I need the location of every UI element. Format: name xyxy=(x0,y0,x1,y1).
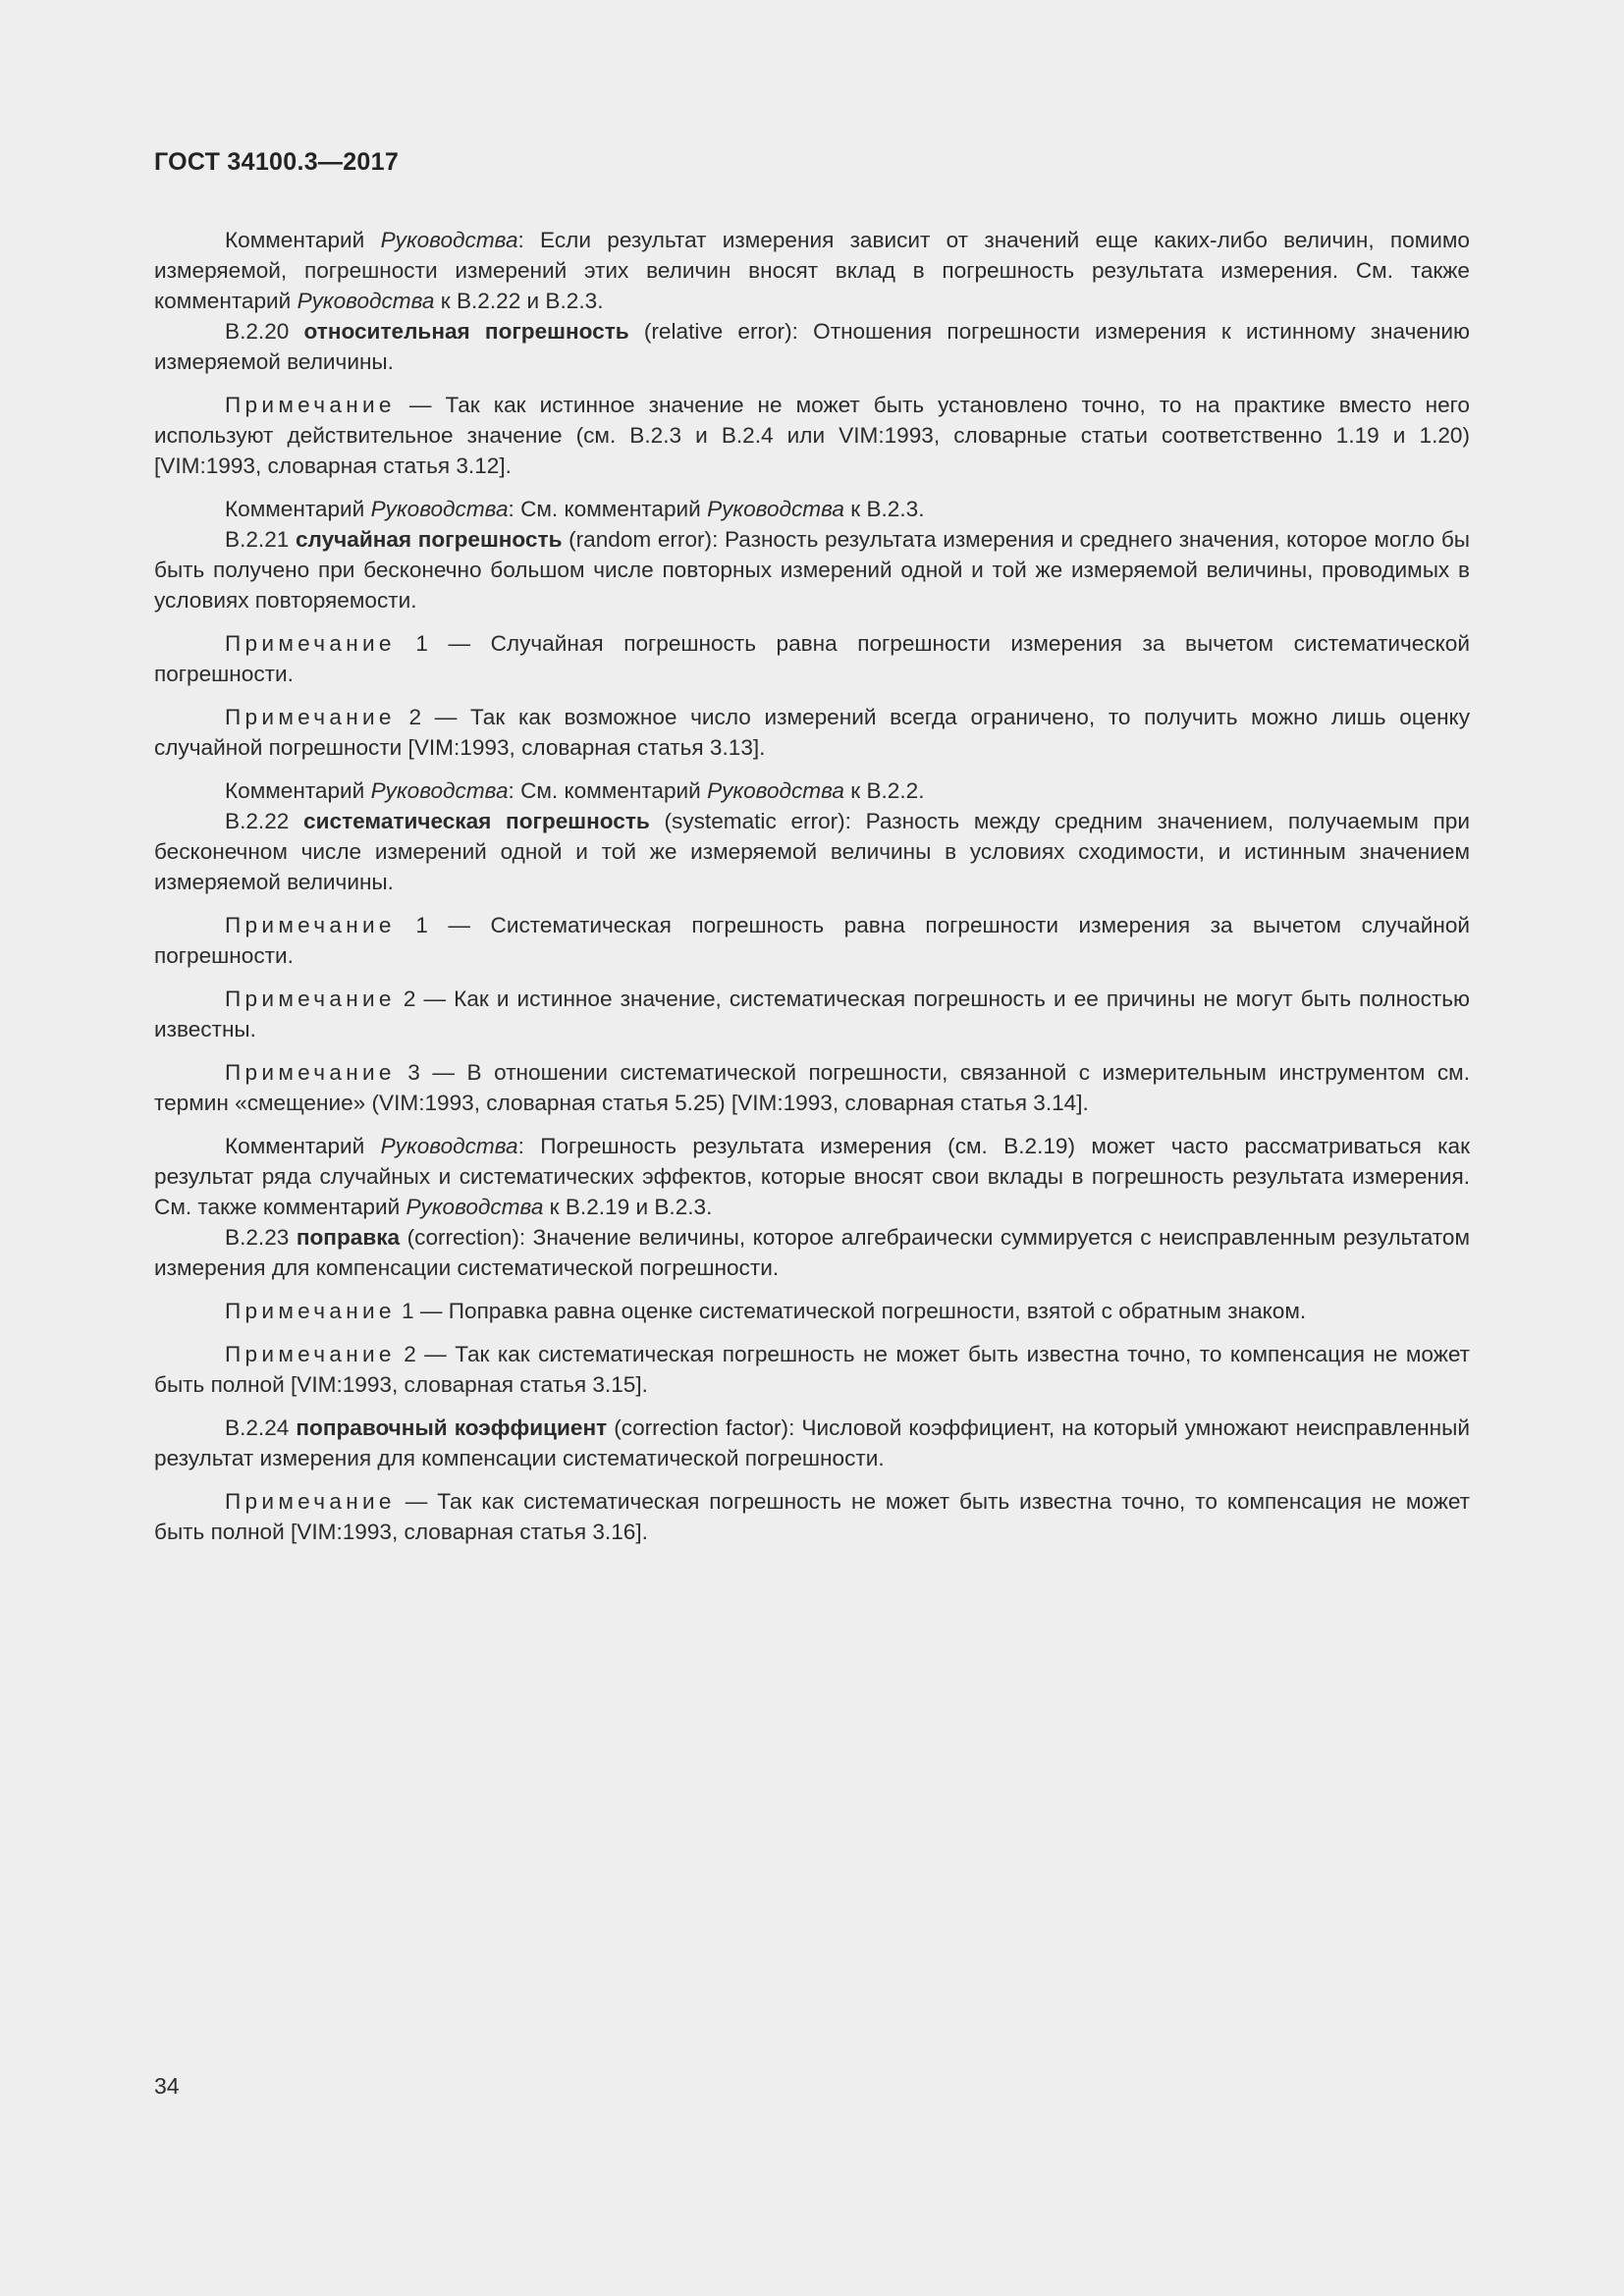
note-label: Примечание xyxy=(225,631,396,656)
text-run: Комментарий xyxy=(225,228,381,252)
text-run: В.2.24 xyxy=(225,1415,297,1440)
emphasis-italic: Руководства xyxy=(406,1195,544,1219)
paragraph-n221a xyxy=(154,628,1470,689)
text-run: Комментарий xyxy=(225,1134,381,1158)
note-label: Примечание xyxy=(225,705,396,729)
text-run: 1 — Поправка равна оценке систематической погрешности, взятой с обратным знаком. xyxy=(395,1299,1307,1323)
text-run: к В.2.3. xyxy=(844,497,925,521)
text-run: (systematic error): Разность между средним значением, получаемым при бесконечном числе измерений одной и той же измеряемой величины в условиях сходимости, и истинным значением измеряемой величины. xyxy=(154,809,1470,894)
text-run: Комментарий xyxy=(225,497,371,521)
text-run: (random error): Разность результата измерения и среднего значения, которое могло бы быть получено при бесконечно большом числе повторных измерений одной и той же измеряемой величины, проводимых в условиях повторяемости. xyxy=(154,527,1470,613)
emphasis-italic: Руководства xyxy=(380,1134,518,1158)
text-run: 3 — В отношении систематической погрешности, связанной с измерительным инструментом см. термин «смещение» (VIM:1993, словарная статья 5.25) [VIM:1993, словарная статья 3.14]. xyxy=(154,1060,1470,1115)
emphasis-italic: Руководства xyxy=(370,497,509,521)
note-label: Примечание xyxy=(225,393,396,417)
emphasis-italic: Руководства xyxy=(297,289,435,313)
text-run: — Так как систематическая погрешность не может быть известна точно, то компенсация не может быть полной [VIM:1993, словарная статья 3.16]. xyxy=(154,1489,1470,1544)
text-run: — Так как истинное значение не может быть установлено точно, то на практике вместо него используют действительное значение (см. В.2.3 и В.2.4 или VIM:1993, словарные статьи соответственно 1.19 и 1.20) [VIM:1993, словарная статья 3.12]. xyxy=(154,393,1470,478)
paragraph-n223b xyxy=(154,1339,1470,1400)
text-run: В.2.23 xyxy=(225,1225,297,1250)
text-run: 1 — Систематическая погрешность равна погрешности измерения за вычетом случайной погрешности. xyxy=(154,913,1470,968)
paragraph-c1 xyxy=(154,225,1470,316)
text-run: 1 — Случайная погрешность равна погрешности измерения за вычетом систематической погрешности. xyxy=(154,631,1470,686)
paragraph-b222 xyxy=(154,806,1470,897)
text-run: 2 — Так как систематическая погрешность не может быть известна точно, то компенсация не может быть полной [VIM:1993, словарная статья 3.15]. xyxy=(154,1342,1470,1397)
paragraph-c220 xyxy=(154,494,1470,524)
document-body xyxy=(154,225,1470,1547)
paragraph-n222b xyxy=(154,984,1470,1044)
paragraph-n220 xyxy=(154,390,1470,481)
text-run: 2 — Так как возможное число измерений всегда ограничено, то получить можно лишь оценку случайной погрешности [VIM:1993, словарная статья 3.13]. xyxy=(154,705,1470,760)
paragraph-b221 xyxy=(154,524,1470,615)
emphasis-italic: Руководства xyxy=(707,778,844,803)
text-run: Комментарий xyxy=(225,778,371,803)
term-bold: систематическая погрешность xyxy=(303,809,650,833)
page-number: 34 xyxy=(154,2073,180,2099)
text-run: : См. комментарий xyxy=(508,778,708,803)
term-bold: относительная погрешность xyxy=(303,319,629,344)
emphasis-italic: Руководства xyxy=(370,778,509,803)
paragraph-b223 xyxy=(154,1222,1470,1283)
paragraph-b224 xyxy=(154,1413,1470,1473)
text-run: 2 — Как и истинное значение, систематическая погрешность и ее причины не могут быть полностью известны. xyxy=(154,987,1470,1041)
paragraph-n222c xyxy=(154,1057,1470,1118)
text-run: (correction): Значение величины, которое алгебраически суммируется с неисправленным результатом измерения для компенсации систематической погрешности. xyxy=(154,1225,1470,1280)
note-label: Примечание xyxy=(225,1342,396,1366)
note-label: Примечание xyxy=(225,987,396,1011)
emphasis-italic: Руководства xyxy=(380,228,518,252)
note-label: Примечание xyxy=(225,1489,396,1514)
paragraph-n224 xyxy=(154,1486,1470,1547)
paragraph-n221b xyxy=(154,702,1470,763)
text-run: к В.2.19 и В.2.3. xyxy=(543,1195,713,1219)
emphasis-italic: Руководства xyxy=(707,497,844,521)
text-run: : Если результат измерения зависит от значений еще каких-либо величин, помимо измеряемой, погрешности измерений этих величин вносят вклад в погрешность результата измерения. См. также комментарий xyxy=(154,228,1470,313)
term-bold: поправка xyxy=(296,1225,401,1250)
term-bold: поправочный коэффициент xyxy=(296,1415,608,1440)
note-label: Примечание xyxy=(225,1060,396,1085)
note-label: Примечание xyxy=(225,1299,396,1323)
paragraph-n222a xyxy=(154,910,1470,971)
text-run: (correction factor): Числовой коэффициент, на который умножают неисправленный результат измерения для компенсации систематической погрешности. xyxy=(154,1415,1470,1470)
paragraph-c221 xyxy=(154,775,1470,806)
note-label: Примечание xyxy=(225,913,396,937)
text-run: В.2.22 xyxy=(225,809,304,833)
term-bold: случайная погрешность xyxy=(295,527,563,552)
text-run: (relative error): Отношения погрешности измерения к истинному значению измеряемой величины. xyxy=(154,319,1470,374)
paragraph-b220 xyxy=(154,316,1470,377)
text-run: В.2.20 xyxy=(225,319,304,344)
text-run: : См. комментарий xyxy=(508,497,708,521)
paragraph-n223a xyxy=(154,1296,1470,1326)
document-code-header: ГОСТ 34100.3—2017 xyxy=(154,148,400,176)
text-run: : Погрешность результата измерения (см. В.2.19) может часто рассматриваться как результат ряда случайных и систематических эффектов, которые вносят свои вклады в погрешность результата измерения. См. также комментарий xyxy=(154,1134,1470,1219)
paragraph-c222 xyxy=(154,1131,1470,1222)
text-run: В.2.21 xyxy=(225,527,296,552)
text-run: к В.2.22 и В.2.3. xyxy=(434,289,604,313)
text-run: к В.2.2. xyxy=(844,778,925,803)
